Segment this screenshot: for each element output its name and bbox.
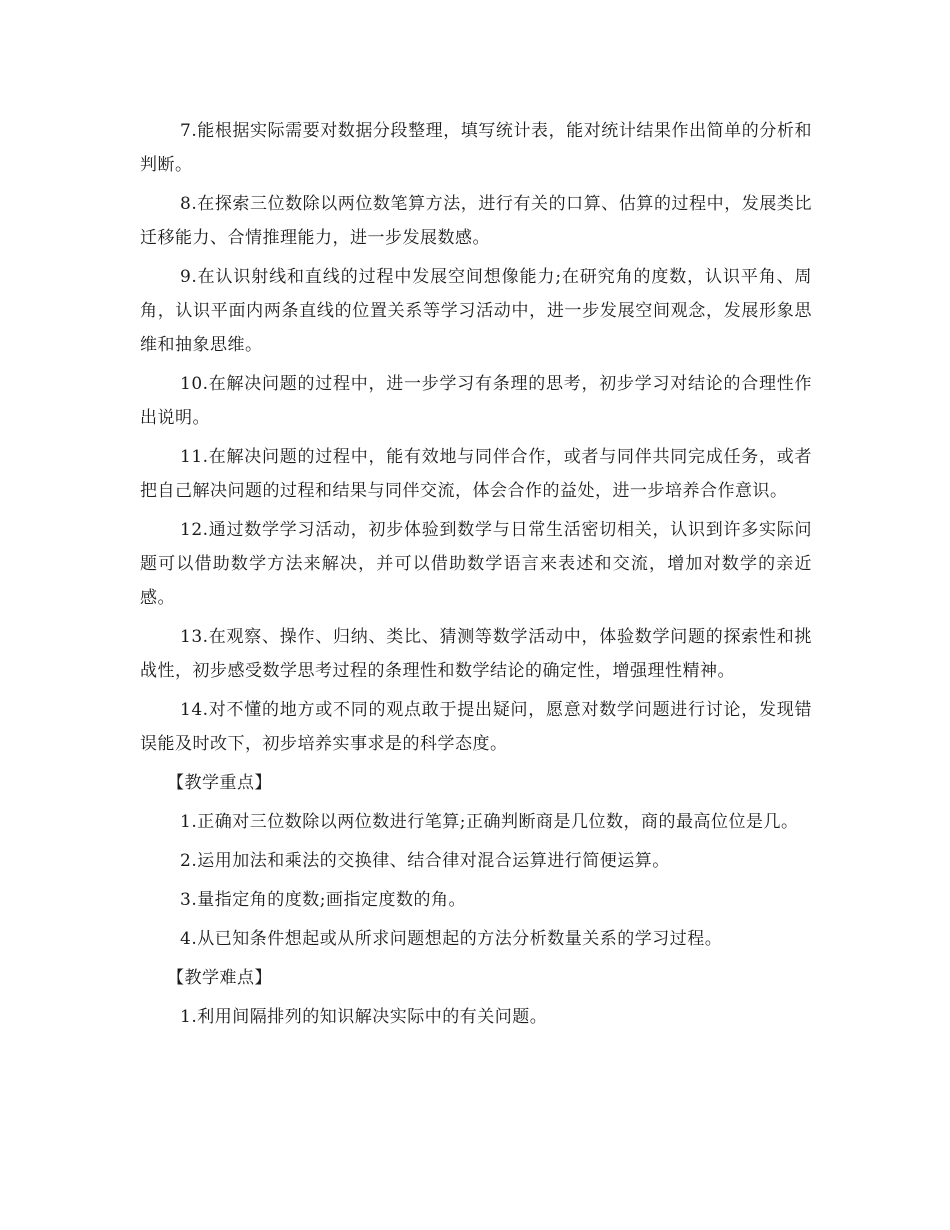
key-point-4: 4.从已知条件想起或从所求问题想起的方法分析数量关系的学习过程。 [180,929,723,949]
key-points-heading: 【教学重点】 [167,773,272,793]
key-point-2: 2.运用加法和乘法的交换律、结合律对混合运算进行简便运算。 [180,851,670,871]
objective-9: 9.在认识射线和直线的过程中发展空间想像能力;在研究角的度数，认识平角、周角，认识平面内两条直线的位置关系等学习活动中，进一步发展空间观念，发展形象思维和抽象思维。 [140,267,812,355]
key-point-3: 3.量指定角的度数;画指定度数的角。 [180,890,466,910]
key-point-1: 1.正确对三位数除以两位数进行笔算;正确判断商是几位数，商的最高位位是几。 [180,812,799,832]
objective-12: 12.通过数学学习活动，初步体验到数学与日常生活密切相关，认识到许多实际问题可以借助数学方法来解决，并可以借助数学语言来表述和交流，增加对数学的亲近感。 [140,520,812,608]
objective-14: 14.对不懂的地方或不同的观点敢于提出疑问，愿意对数学问题进行讨论，发现错误能及时改下，初步培养实事求是的科学态度。 [140,700,812,754]
objective-8: 8.在探索三位数除以两位数笔算方法，进行有关的口算、估算的过程中，发展类比迁移能力、合情推理能力，进一步发展数感。 [140,194,812,248]
objective-7: 7.能根据实际需要对数据分段整理，填写统计表，能对统计结果作出简单的分析和判断。 [140,121,812,175]
difficulty-1: 1.利用间隔排列的知识解决实际中的有关问题。 [180,1007,548,1027]
objective-13: 13.在观察、操作、归纳、类比、猜测等数学活动中，体验数学问题的探索性和挑战性，初步感受数学思考过程的条理性和数学结论的确定性，增强理性精神。 [140,627,812,681]
objective-11: 11.在解决问题的过程中，能有效地与同伴合作，或者与同伴共同完成任务，或者把自己解决问题的过程和结果与同伴交流，体会合作的益处，进一步培养合作意识。 [140,447,812,501]
difficulties-heading: 【教学难点】 [167,968,272,988]
objective-10: 10.在解决问题的过程中，进一步学习有条理的思考，初步学习对结论的合理性作出说明。 [140,374,812,428]
document-body [140,114,812,1039]
